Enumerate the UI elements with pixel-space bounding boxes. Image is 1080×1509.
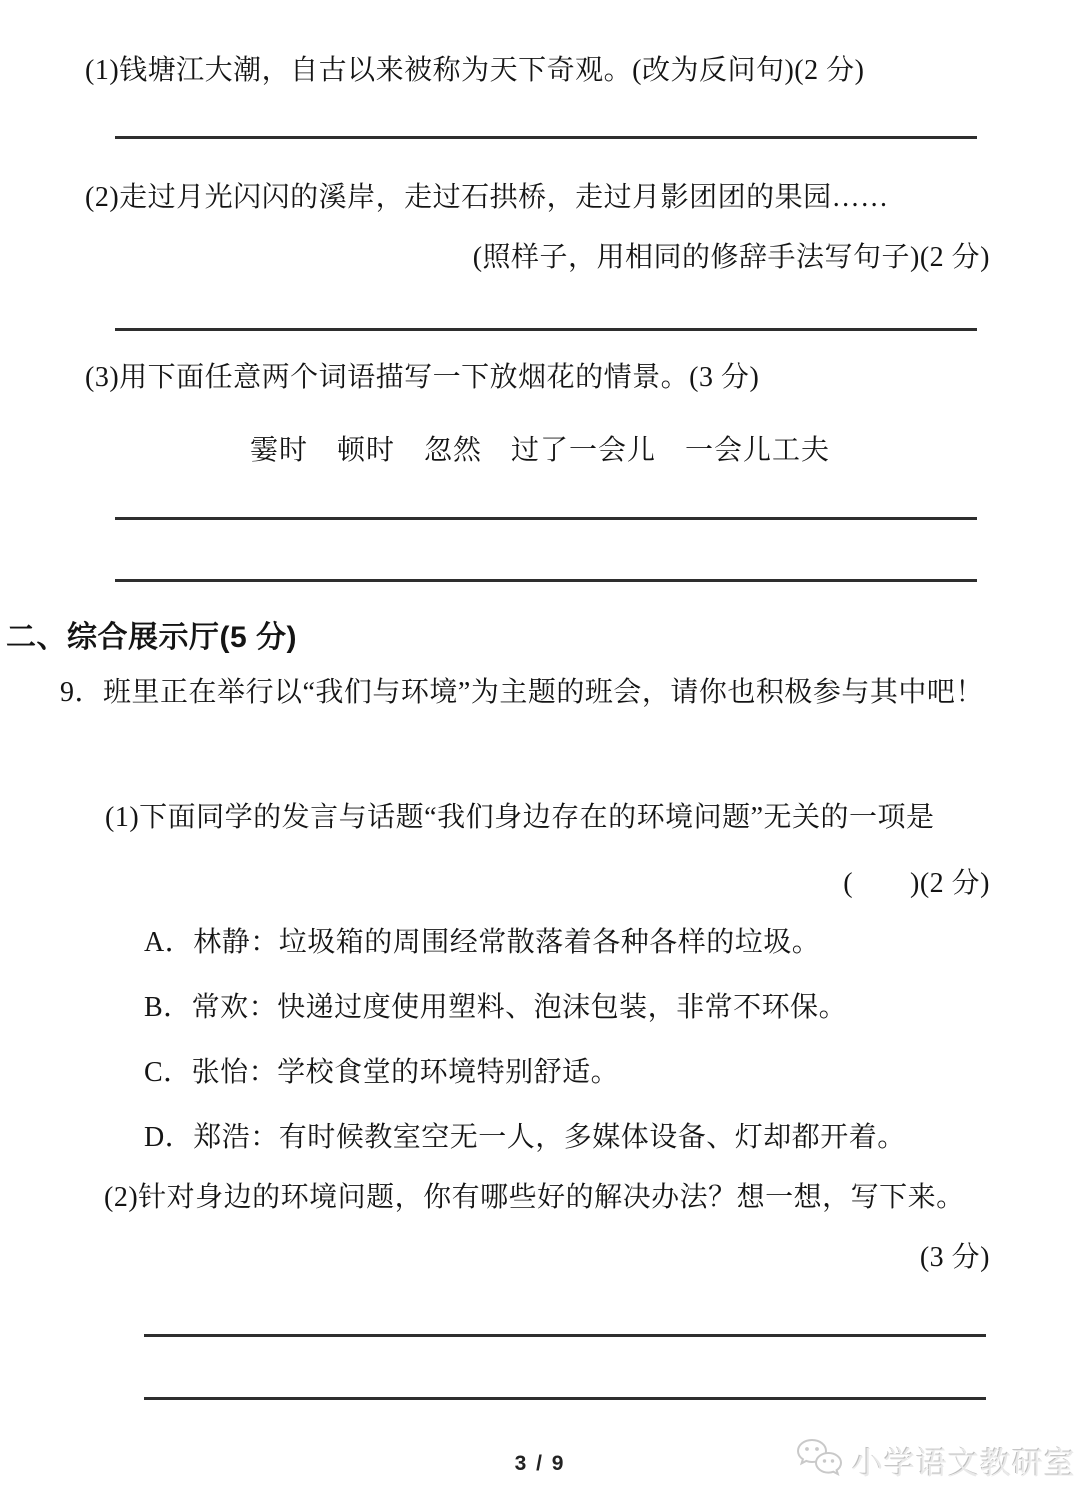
option-c: C．张怡：学校食堂的环境特别舒适。	[144, 1057, 620, 1088]
question-9-1-answer-blank: ( )(2 分)	[843, 868, 990, 899]
watermark	[792, 1436, 1076, 1484]
watermark-label: 小学语文教研室	[852, 1445, 1076, 1481]
page-number: 3 / 9	[514, 1452, 566, 1475]
wechat-icon	[792, 1436, 846, 1484]
question-9-2-text: (2)针对身边的环境问题，你有哪些好的解决办法？想一想，写下来。	[104, 1182, 965, 1213]
option-a: A．林静：垃圾箱的周围经常散落着各种各样的垃圾。	[144, 927, 821, 958]
question-9-1-text: (1)下面同学的发言与话题“我们身边存在的环境问题”无关的一项是	[105, 802, 935, 833]
question-8-2-instruction: (照样子，用相同的修辞手法写句子)(2 分)	[472, 242, 990, 273]
question-9-2-score: (3 分)	[919, 1242, 990, 1273]
option-b: B．常欢：快递过度使用塑料、泡沫包装，非常不环保。	[144, 992, 848, 1023]
answer-line-6	[144, 1397, 986, 1400]
answer-line-2	[115, 328, 977, 331]
answer-line-3	[115, 517, 977, 520]
section-2-heading: 二、综合展示厅(5 分)	[6, 621, 297, 654]
question-8-2-text: (2)走过月光闪闪的溪岸，走过石拱桥，走过月影团团的果园……	[85, 182, 889, 213]
word-bank: 霎时 顿时 忽然 过了一会儿 一会儿工夫	[249, 435, 830, 466]
question-8-3-text: (3)用下面任意两个词语描写一下放烟花的情景。(3 分)	[85, 362, 760, 393]
question-8-1-text: (1)钱塘江大潮，自古以来被称为天下奇观。(改为反问句)(2 分)	[85, 55, 865, 86]
answer-line-4	[115, 579, 977, 582]
answer-line-1	[115, 136, 977, 139]
question-9-stem: 9．班里正在举行以“我们与环境”为主题的班会，请你也积极参与其中吧！	[60, 677, 984, 708]
option-d: D．郑浩：有时候教室空无一人，多媒体设备、灯却都开着。	[144, 1122, 906, 1153]
answer-line-5	[144, 1334, 986, 1337]
